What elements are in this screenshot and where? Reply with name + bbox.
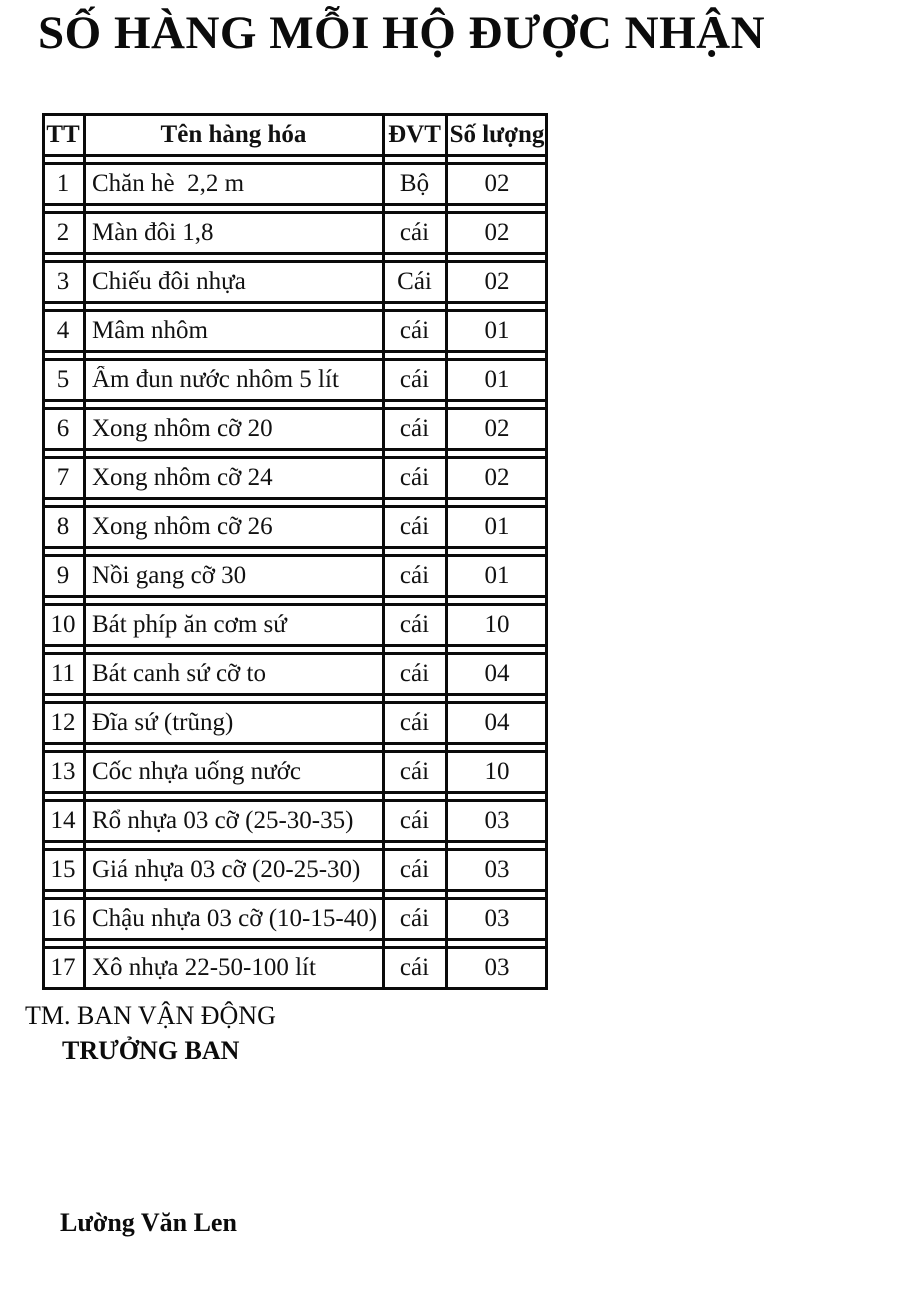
row-number-cell: 16 bbox=[50, 905, 76, 932]
row-number-cell: 12 bbox=[50, 709, 76, 736]
row-number-cell: 5 bbox=[56, 366, 70, 393]
table-row bbox=[42, 358, 548, 402]
item-name-cell: Chăn hè 2,2 m bbox=[92, 170, 245, 197]
quantity-cell: 01 bbox=[484, 513, 510, 540]
item-name-cell: Xong nhôm cỡ 24 bbox=[92, 464, 273, 491]
unit-cell: cái bbox=[399, 660, 430, 687]
item-name-cell: Xô nhựa 22-50-100 lít bbox=[92, 954, 316, 981]
row-number-cell: 14 bbox=[50, 807, 76, 834]
quantity-cell: 10 bbox=[484, 758, 510, 785]
signature-role-line: TRƯỞNG BAN bbox=[62, 1036, 240, 1065]
unit-cell: cái bbox=[399, 562, 430, 589]
table-row bbox=[42, 799, 548, 843]
unit-cell: cái bbox=[399, 219, 430, 246]
item-name-cell: Xong nhôm cỡ 20 bbox=[92, 415, 273, 442]
table-row bbox=[42, 701, 548, 745]
item-name-cell: Xong nhôm cỡ 26 bbox=[92, 513, 273, 540]
quantity-cell: 04 bbox=[484, 660, 510, 687]
table-row bbox=[42, 750, 548, 794]
unit-cell: Bộ bbox=[399, 170, 430, 197]
table-row bbox=[42, 505, 548, 549]
row-number-cell: 8 bbox=[56, 513, 70, 540]
unit-cell: cái bbox=[399, 611, 430, 638]
item-name-cell: Nồi gang cỡ 30 bbox=[92, 562, 247, 589]
goods-table bbox=[42, 113, 548, 990]
quantity-cell: 01 bbox=[484, 317, 510, 344]
column-divider-name-unit bbox=[382, 113, 385, 990]
table-row bbox=[42, 407, 548, 451]
column-divider-tt-name bbox=[83, 113, 86, 990]
column-header-tt: TT bbox=[46, 121, 80, 148]
row-number-cell: 6 bbox=[56, 415, 70, 442]
item-name-cell: Bát canh sứ cỡ to bbox=[92, 660, 266, 687]
row-number-cell: 2 bbox=[56, 219, 70, 246]
item-name-cell: Rổ nhựa 03 cỡ (25-30-35) bbox=[92, 807, 354, 834]
row-number-cell: 10 bbox=[50, 611, 76, 638]
quantity-cell: 01 bbox=[484, 366, 510, 393]
row-number-cell: 7 bbox=[56, 464, 70, 491]
item-name-cell: Mâm nhôm bbox=[92, 317, 208, 344]
table-row bbox=[42, 456, 548, 500]
item-name-cell: Ấm đun nước nhôm 5 lít bbox=[92, 366, 339, 393]
unit-cell: cái bbox=[399, 513, 430, 540]
unit-cell: cái bbox=[399, 856, 430, 883]
row-number-cell: 1 bbox=[56, 170, 70, 197]
unit-cell: cái bbox=[399, 954, 430, 981]
item-name-cell: Màn đôi 1,8 bbox=[92, 219, 214, 246]
unit-cell: cái bbox=[399, 366, 430, 393]
table-row bbox=[42, 211, 548, 255]
signature-on-behalf-line: TM. BAN VẬN ĐỘNG bbox=[25, 1001, 276, 1030]
table-row bbox=[42, 848, 548, 892]
table-header-row bbox=[42, 113, 548, 157]
quantity-cell: 10 bbox=[484, 611, 510, 638]
unit-cell: cái bbox=[399, 807, 430, 834]
quantity-cell: 03 bbox=[484, 905, 510, 932]
column-header-quantity: Số lượng bbox=[449, 121, 545, 148]
row-number-cell: 4 bbox=[56, 317, 70, 344]
quantity-cell: 02 bbox=[484, 219, 510, 246]
item-name-cell: Bát phíp ăn cơm sứ bbox=[92, 611, 287, 638]
unit-cell: cái bbox=[399, 317, 430, 344]
quantity-cell: 01 bbox=[484, 562, 510, 589]
item-name-cell: Chậu nhựa 03 cỡ (10-15-40) bbox=[92, 905, 378, 932]
row-number-cell: 15 bbox=[50, 856, 76, 883]
row-number-cell: 13 bbox=[50, 758, 76, 785]
table-row bbox=[42, 897, 548, 941]
table-row bbox=[42, 260, 548, 304]
quantity-cell: 02 bbox=[484, 415, 510, 442]
item-name-cell: Đĩa sứ (trũng) bbox=[92, 709, 234, 736]
unit-cell: cái bbox=[399, 415, 430, 442]
table-row bbox=[42, 652, 548, 696]
item-name-cell: Giá nhựa 03 cỡ (20-25-30) bbox=[92, 856, 361, 883]
unit-cell: cái bbox=[399, 758, 430, 785]
table-row bbox=[42, 946, 548, 990]
column-divider-unit-qty bbox=[445, 113, 448, 990]
row-number-cell: 11 bbox=[50, 660, 76, 687]
quantity-cell: 02 bbox=[484, 268, 510, 295]
quantity-cell: 03 bbox=[484, 807, 510, 834]
table-row bbox=[42, 554, 548, 598]
quantity-cell: 03 bbox=[484, 954, 510, 981]
column-header-name: Tên hàng hóa bbox=[160, 121, 307, 148]
quantity-cell: 03 bbox=[484, 856, 510, 883]
unit-cell: cái bbox=[399, 709, 430, 736]
table-row bbox=[42, 162, 548, 206]
quantity-cell: 02 bbox=[484, 464, 510, 491]
table-row bbox=[42, 603, 548, 647]
quantity-cell: 02 bbox=[484, 170, 510, 197]
column-header-unit: ĐVT bbox=[388, 121, 441, 148]
quantity-cell: 04 bbox=[484, 709, 510, 736]
row-number-cell: 9 bbox=[56, 562, 70, 589]
table-right-border-divider bbox=[545, 113, 548, 990]
table-row bbox=[42, 309, 548, 353]
page-title: SỐ HÀNG MỖI HỘ ĐƯỢC NHẬN bbox=[38, 7, 766, 59]
row-number-cell: 17 bbox=[50, 954, 76, 981]
unit-cell: cái bbox=[399, 464, 430, 491]
unit-cell: Cái bbox=[397, 268, 432, 295]
item-name-cell: Cốc nhựa uống nước bbox=[92, 758, 302, 785]
item-name-cell: Chiếu đôi nhựa bbox=[92, 268, 246, 295]
unit-cell: cái bbox=[399, 905, 430, 932]
row-number-cell: 3 bbox=[56, 268, 70, 295]
table-left-border-divider bbox=[42, 113, 45, 990]
table-body bbox=[42, 162, 548, 990]
signature-signer-name: Lường Văn Len bbox=[60, 1208, 237, 1237]
